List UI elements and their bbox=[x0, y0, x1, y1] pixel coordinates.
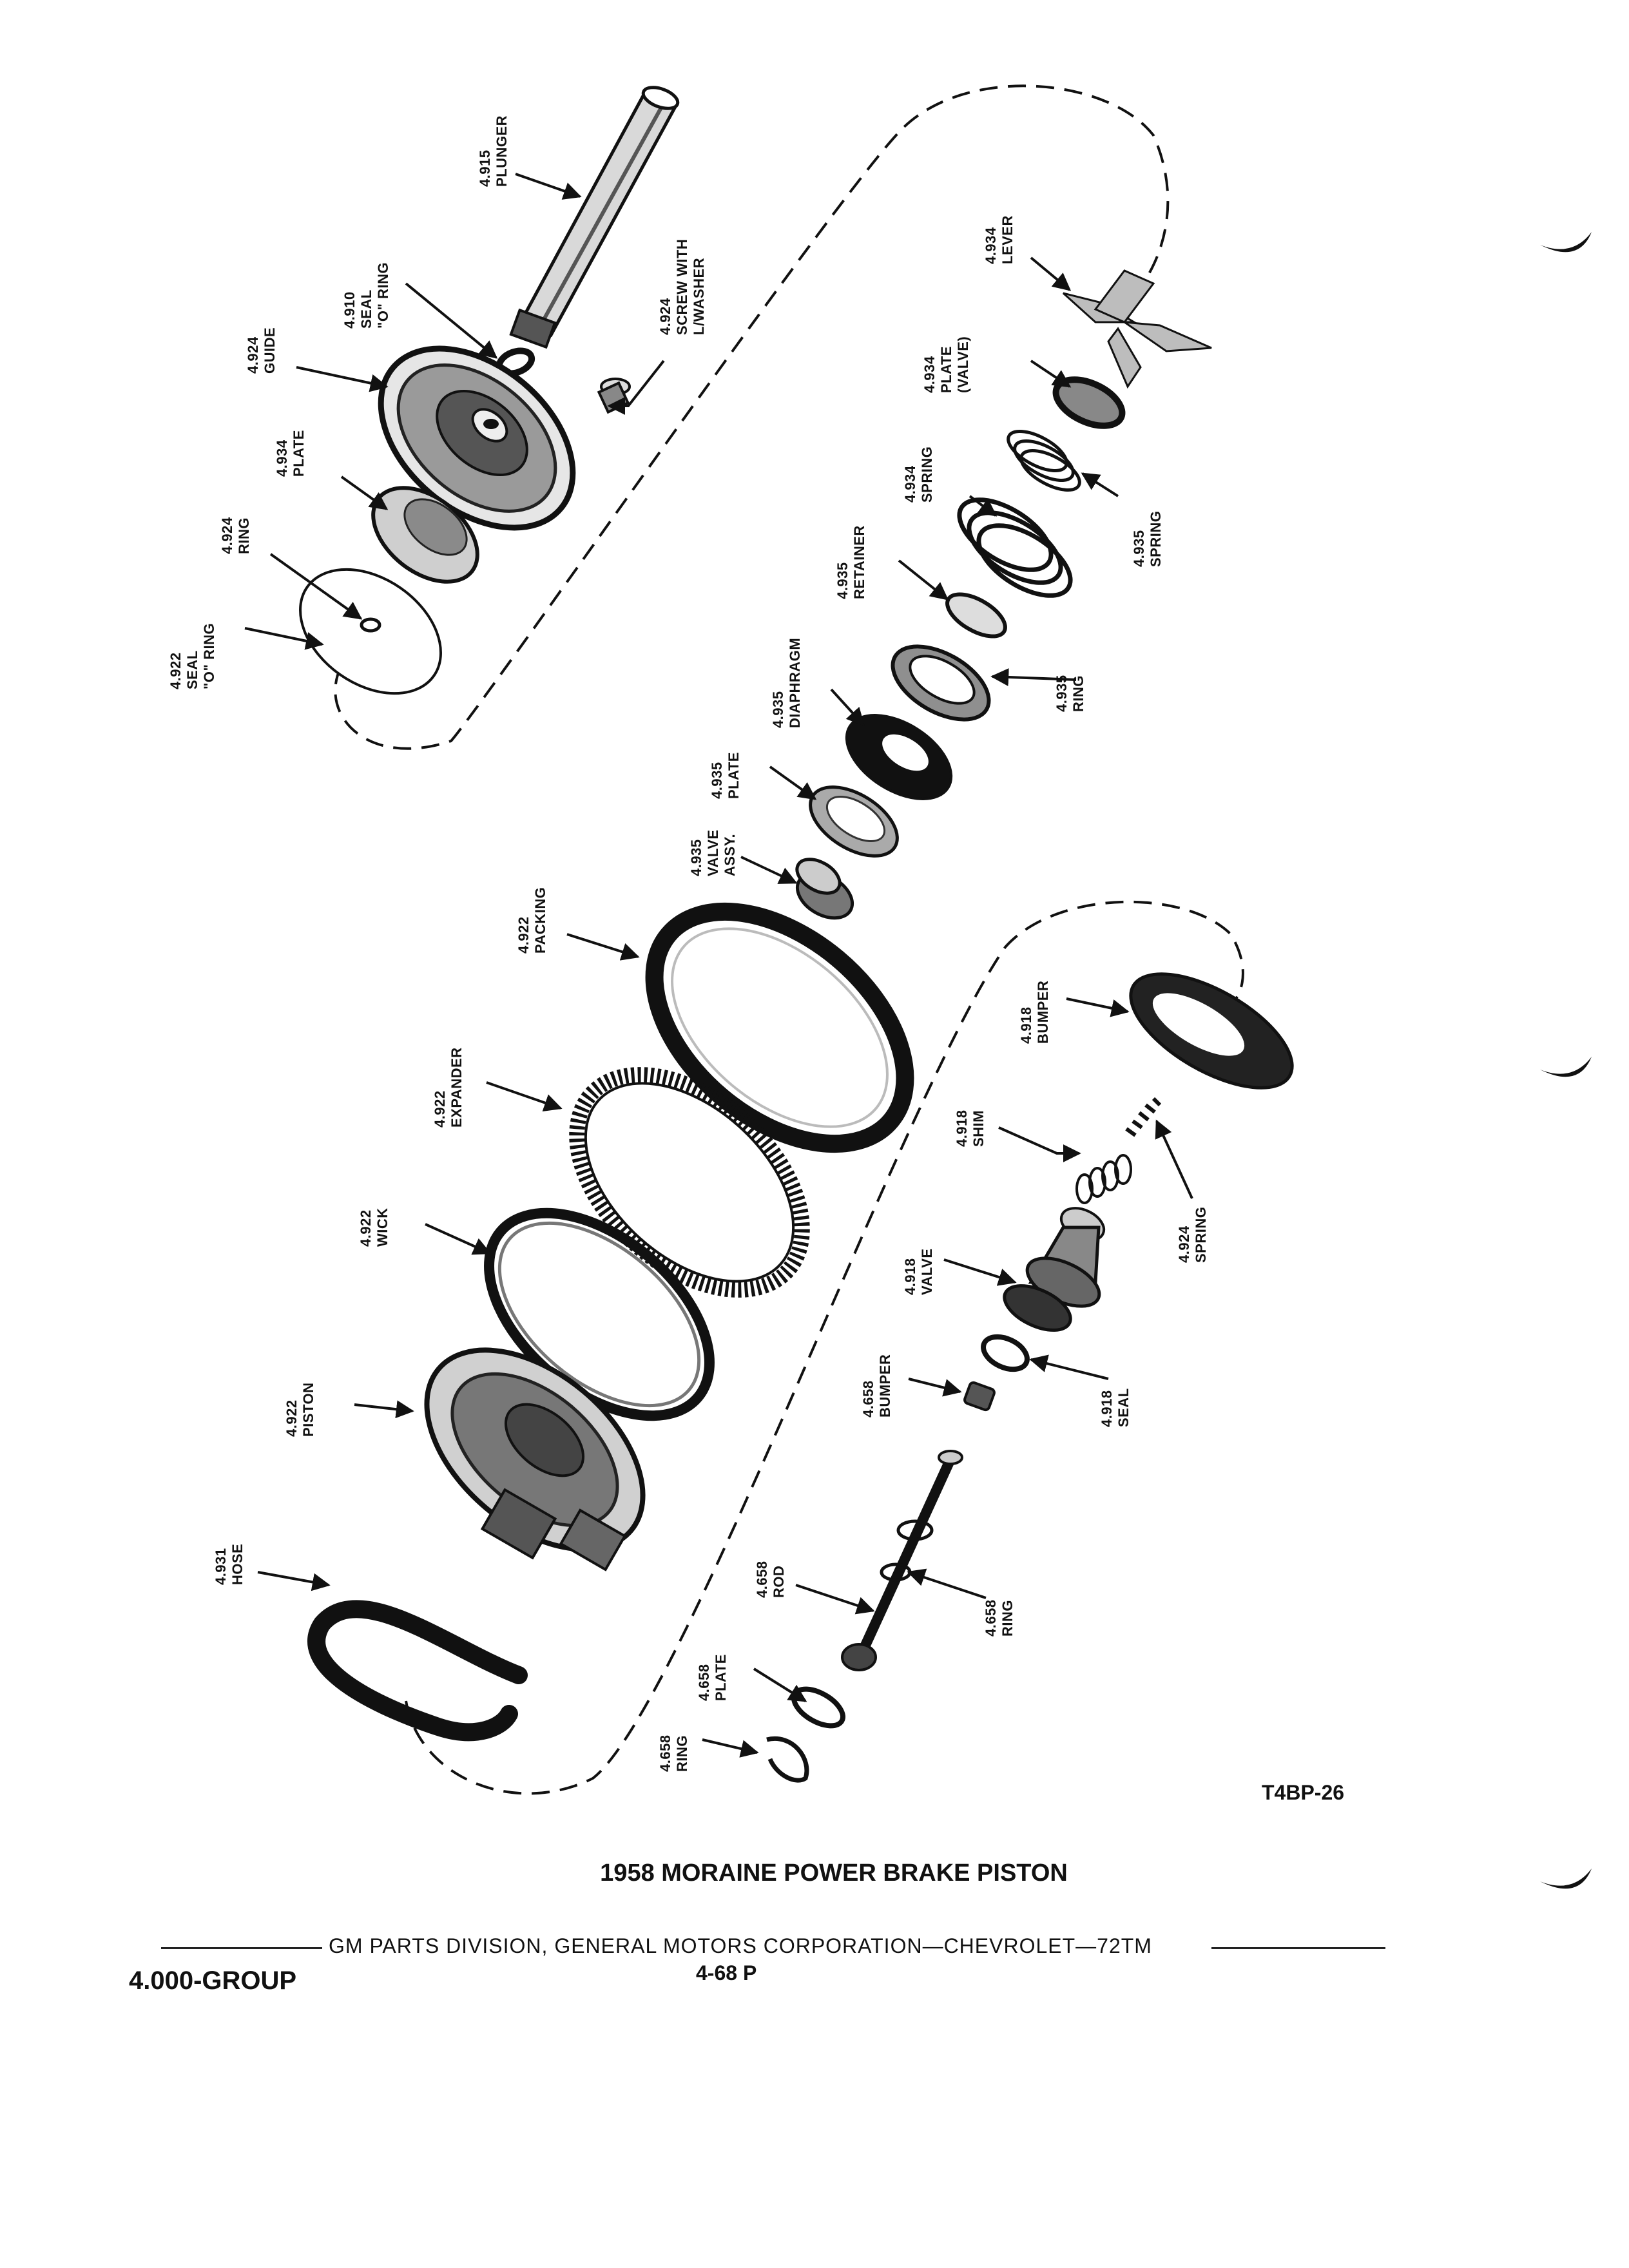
plunger-part bbox=[511, 83, 680, 347]
label-plate-935 bbox=[709, 752, 742, 799]
svg-text:4.935PLATE: 4.935PLATE bbox=[709, 752, 742, 799]
svg-text:4.922PACKING: 4.922PACKING bbox=[516, 887, 548, 954]
label-hose bbox=[213, 1544, 246, 1585]
label-plate-valve bbox=[921, 336, 971, 393]
svg-text:4.658RING: 4.658RING bbox=[657, 1735, 690, 1772]
label-ring-935 bbox=[1054, 675, 1086, 712]
label-ring-658-left bbox=[657, 1735, 690, 1772]
svg-text:4.658PLATE: 4.658PLATE bbox=[696, 1654, 729, 1701]
seal-918-part bbox=[978, 1331, 1032, 1376]
label-plate-top bbox=[274, 430, 307, 477]
svg-text:4.924SCREW WITHL/WASHER: 4.924SCREW WITHL/WASHER bbox=[657, 238, 707, 335]
label-seal-918 bbox=[1099, 1388, 1132, 1427]
label-rod bbox=[754, 1561, 787, 1598]
svg-text:4.935VALVEASSY.: 4.935VALVEASSY. bbox=[688, 829, 738, 876]
footer-rule-left bbox=[161, 1947, 322, 1949]
label-piston bbox=[284, 1382, 316, 1437]
svg-text:4.935DIAPHRAGM: 4.935DIAPHRAGM bbox=[770, 637, 803, 728]
label-plunger bbox=[477, 115, 510, 187]
bumper-918-part bbox=[1113, 951, 1309, 1110]
label-spring-934 bbox=[902, 447, 935, 503]
svg-text:4.918VALVE: 4.918VALVE bbox=[902, 1248, 935, 1295]
spring-924-part bbox=[1126, 1099, 1160, 1135]
svg-text:4.934LEVER: 4.934LEVER bbox=[983, 215, 1016, 264]
figure-code: T4BP-26 bbox=[1262, 1781, 1345, 1804]
svg-text:4.922EXPANDER: 4.922EXPANDER bbox=[432, 1047, 465, 1128]
page-number: 4-68 P bbox=[696, 1961, 757, 1984]
hose-part bbox=[316, 1609, 519, 1732]
svg-text:4.918SEAL: 4.918SEAL bbox=[1099, 1388, 1132, 1427]
binder-marks bbox=[1540, 232, 1592, 1888]
bumper-658-part bbox=[963, 1381, 995, 1411]
svg-text:4.931HOSE: 4.931HOSE bbox=[213, 1543, 246, 1585]
label-wick bbox=[358, 1207, 390, 1247]
svg-text:4.924RING: 4.924RING bbox=[219, 517, 252, 554]
figure-title: 1958 MORAINE POWER BRAKE PISTON bbox=[600, 1860, 1068, 1887]
packing-part bbox=[611, 865, 949, 1190]
svg-text:4.918SHIM: 4.918SHIM bbox=[954, 1110, 987, 1147]
label-retainer bbox=[834, 525, 867, 599]
svg-text:4.934PLATE(VALVE): 4.934PLATE(VALVE) bbox=[921, 336, 971, 393]
label-seal-o-ring-left bbox=[168, 623, 217, 689]
label-bumper-918 bbox=[1018, 981, 1051, 1044]
shim-part bbox=[1077, 1155, 1131, 1203]
svg-text:4.935RETAINER: 4.935RETAINER bbox=[834, 525, 867, 599]
svg-text:4.918BUMPER: 4.918BUMPER bbox=[1018, 980, 1051, 1044]
label-screw bbox=[657, 239, 707, 335]
label-diaphragm bbox=[770, 638, 803, 728]
label-ring-658-right bbox=[983, 1599, 1016, 1637]
label-expander bbox=[432, 1047, 465, 1128]
spring-934-part bbox=[948, 486, 1082, 610]
label-shim bbox=[954, 1110, 987, 1147]
label-packing bbox=[516, 887, 548, 954]
valve-assembly-part bbox=[789, 852, 860, 927]
valve-918-part bbox=[998, 1202, 1109, 1339]
footer-division-line: GM PARTS DIVISION, GENERAL MOTORS CORPORATION—CHEVROLET—72TM bbox=[329, 1934, 1152, 1957]
svg-text:4.934PLATE: 4.934PLATE bbox=[274, 430, 307, 477]
label-guide bbox=[245, 327, 278, 374]
svg-text:4.935SPRING: 4.935SPRING bbox=[1131, 510, 1164, 567]
label-spring-924 bbox=[1176, 1207, 1209, 1263]
label-valve-assy bbox=[688, 829, 738, 876]
spring-935-part bbox=[1003, 423, 1086, 498]
label-plate-658 bbox=[696, 1654, 729, 1701]
ring-658-part bbox=[767, 1738, 807, 1780]
footer-rule-right bbox=[1211, 1947, 1385, 1949]
svg-text:4.935RING: 4.935RING bbox=[1054, 675, 1086, 712]
label-bumper-658 bbox=[860, 1354, 893, 1418]
svg-text:4.934SPRING: 4.934SPRING bbox=[902, 446, 935, 503]
label-seal-o-ring-top bbox=[342, 262, 391, 329]
group-number: 4.000-GROUP bbox=[129, 1966, 297, 1995]
label-lever bbox=[983, 215, 1016, 264]
label-valve-918 bbox=[902, 1248, 935, 1295]
svg-text:4.922SEAL"O" RING: 4.922SEAL"O" RING bbox=[168, 622, 217, 689]
label-spring-935 bbox=[1131, 511, 1164, 567]
svg-text:4.915PLUNGER: 4.915PLUNGER bbox=[477, 115, 510, 187]
svg-text:4.922PISTON: 4.922PISTON bbox=[284, 1382, 316, 1437]
svg-text:4.924GUIDE: 4.924GUIDE bbox=[245, 327, 278, 374]
svg-text:4.658BUMPER: 4.658BUMPER bbox=[860, 1354, 893, 1418]
retainer-part bbox=[941, 586, 1012, 645]
svg-text:4.924SPRING: 4.924SPRING bbox=[1176, 1206, 1209, 1263]
svg-text:4.910SEAL"O" RING: 4.910SEAL"O" RING bbox=[342, 262, 391, 329]
lever-part bbox=[1063, 271, 1211, 387]
svg-text:4.922WICK: 4.922WICK bbox=[358, 1207, 390, 1247]
rod-part bbox=[842, 1451, 962, 1670]
svg-text:4.658RING: 4.658RING bbox=[983, 1599, 1016, 1637]
svg-text:4.658ROD: 4.658ROD bbox=[754, 1561, 787, 1598]
plate-658-part bbox=[788, 1682, 849, 1733]
label-ring-top bbox=[219, 517, 252, 554]
